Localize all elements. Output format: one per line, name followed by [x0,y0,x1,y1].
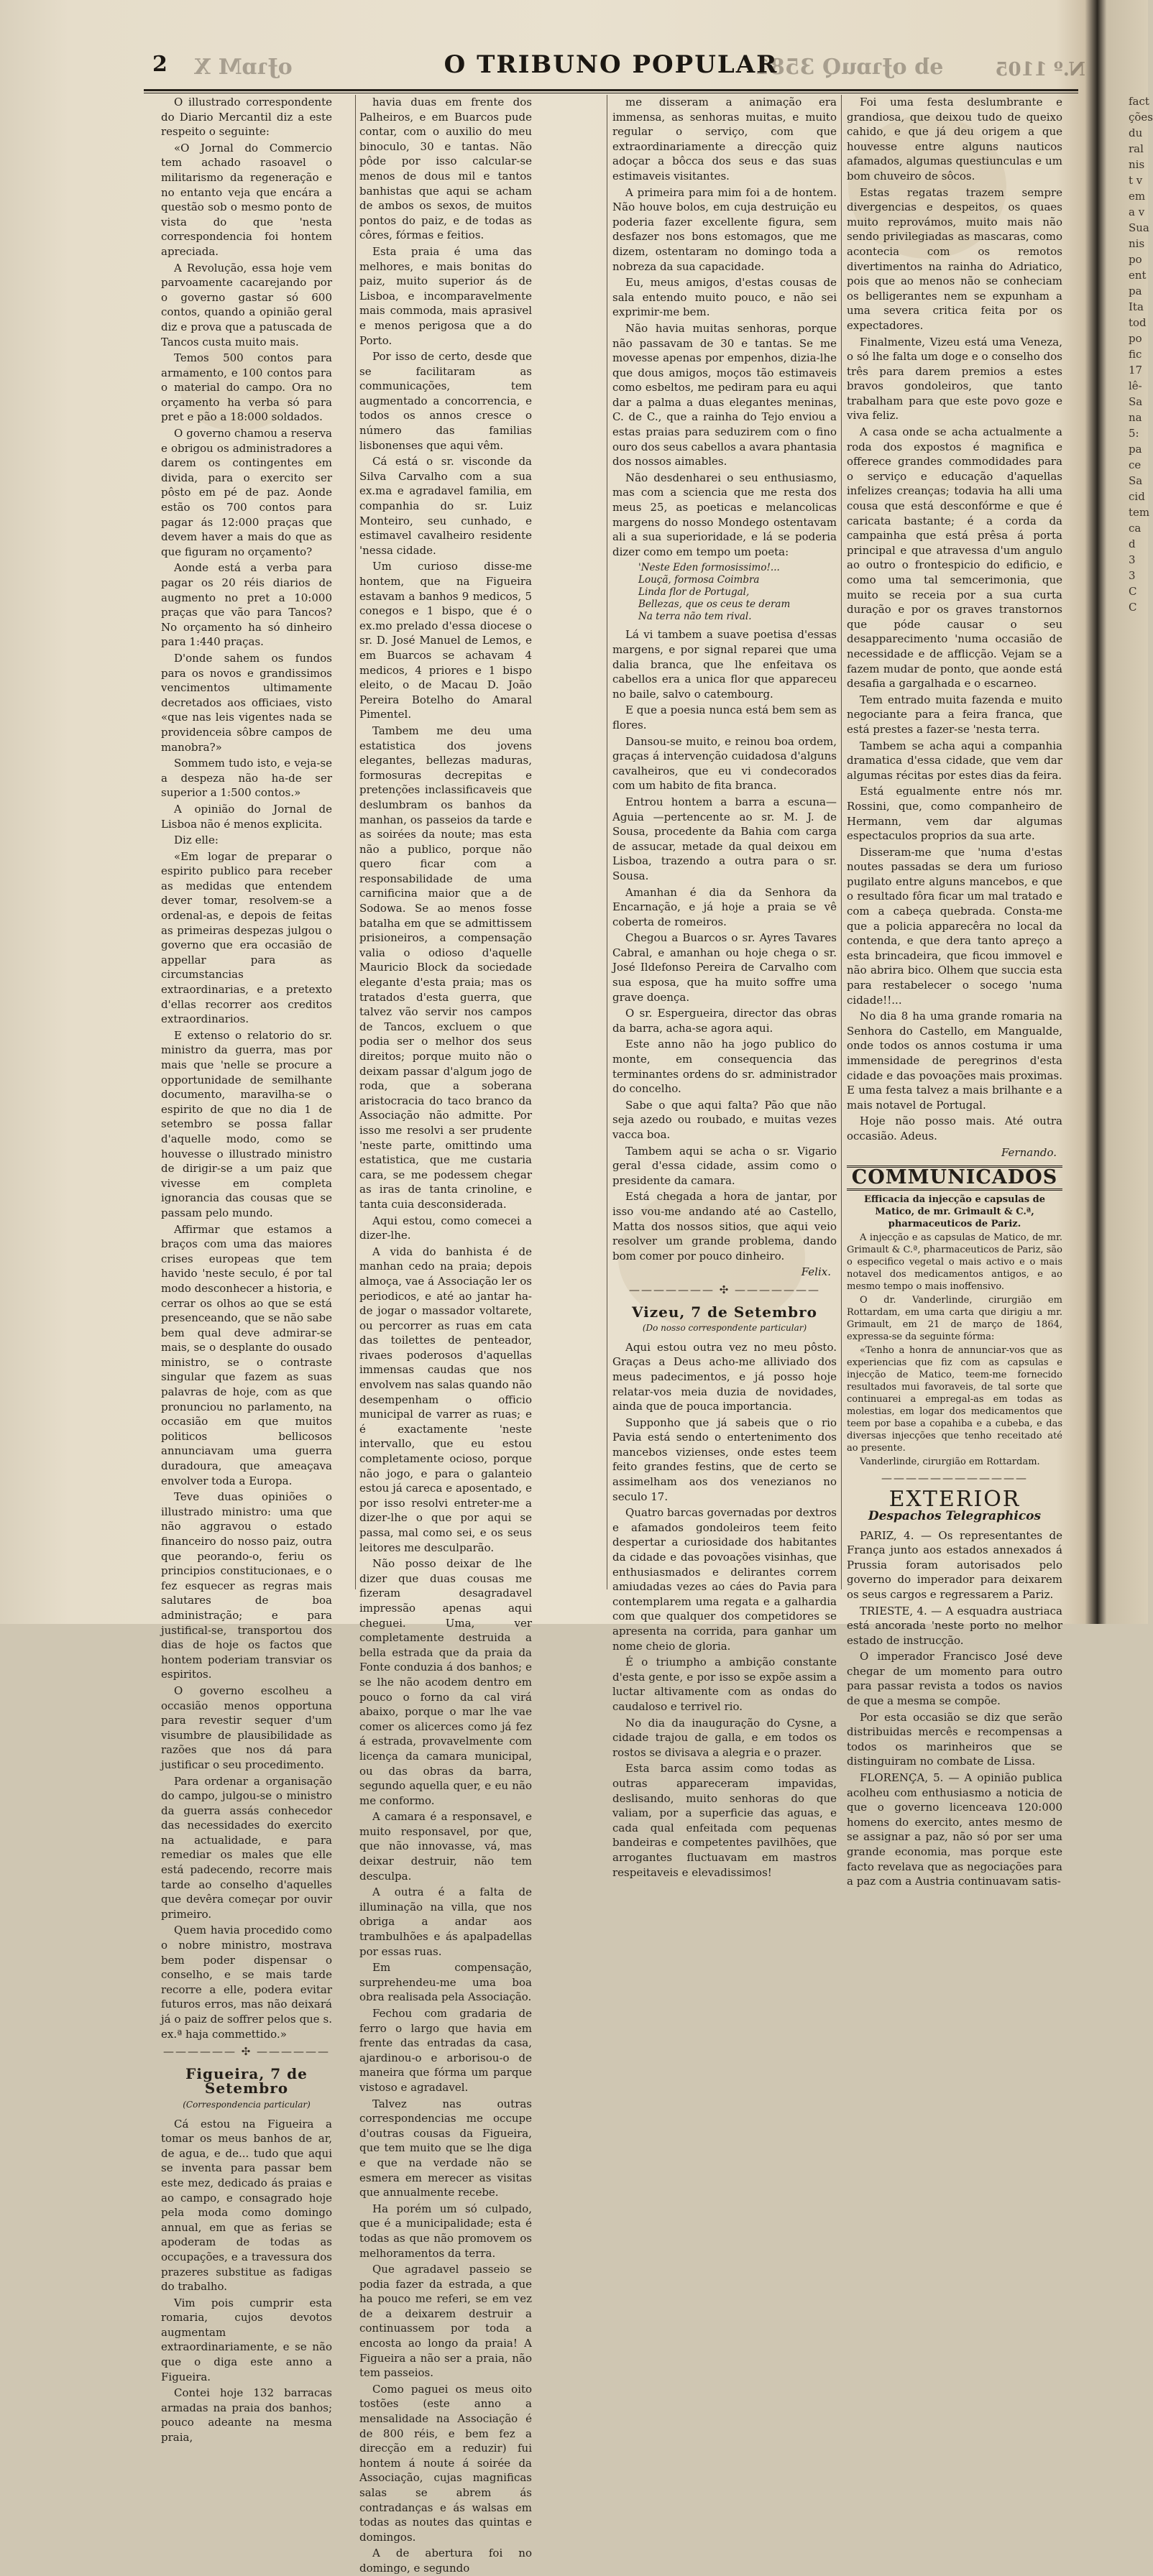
line: tod [1129,316,1147,329]
paragraph: No dia da inauguração do Cysne, a cidade trajou de galla, e em todos os rostos se divisava a alegria e o prazer. [612,1716,837,1759]
section-divider: —————— ✣ —————— [162,2045,331,2059]
paragraph: Por isso de certo, desde que se facilitaram as communicações, tem augmentado a concorrencia, e todos os annos cresce o número das familias lisbonenses que aqui vêm. [359,350,532,452]
poem [638,562,837,623]
paragraph: Eu, meus amigos, d'estas cousas de sala entendo muito pouco, e não sei exprimir-me bem. [612,276,837,319]
line: fic [1129,348,1142,361]
paragraph: Supponho que já sabeis que o rio Pavia está sendo o entertenimento dos mancebos vizienses, onde estes teem feito grandes festins, que de certo se assimelham aos dos venezianos no seculo 17. [612,1416,837,1503]
paragraph: O illustrado correspondente do Diario Mercantil diz a este respeito o seguinte: [161,96,332,139]
line: Sa [1129,474,1143,487]
paragraph: «Em logar de preparar o espirito publico para receber as medidas que entendem dever tomar, resolvem-se a ordenal-as, e depois de feitas as primeiras despezas julgou o governo que era occasião de appellar para as circumstancias extraordinarias, e a pretexto d'ellas recorrer aos creditos extraordinarios. [161,849,332,1026]
column-1 [161,95,332,2445]
vizeu-text [612,1340,837,1880]
paragraph: O governo escolheu a occasião menos opportuna para revestir sequer d'um visumbre de plausibilidade as razões que nos dá para justificar o seu procedimento. [161,1684,332,1771]
exterior-heading: EXTERIOR [888,1487,1021,1513]
paragraph: Vim pois cumprir esta romaria, cujos devotos augmentam extraordinariamente, e se não que o diga este anno a Figueira. [161,2296,332,2383]
paragraph: Tambem me deu uma estatistica dos jovens elegantes, bellezas maduras, formosuras decrepitas e pretenções inclassificaveis que deslumbram os banhos da manhan, os passeios da tarde e as soirées da noute; mas esta não a publico, porque não quero ficar com a responsabilidade de uma carnificina maior que a de Sodowa. Se ao menos fosse batalha em que se admittissem prisioneiros, a compensação valia o odioso d'aquelle Mauricio Block da sociedade elegante d'esta praia; mas os tratados d'esta guerra, que talvez vão servir nos campos de Tancos, excluem o que podia ser o melhor dos seus direitos; porque muito não o deixam passar d'algum jogo de roda, que a soberana aristocracia do taco branco da Associação não admitte. Por isso me resolvi a ser prudente 'neste parte, omittindo uma estatistica, que me custaria cara, se me podessem chegar as iras de tanta crinoline, e tanta cuia desconsiderada. [359,724,532,1211]
paragraph: «O Jornal do Commercio tem achado rasoavel o militarismo da regeneração e no entanto veja que encára a questão sob o mesmo ponto de vista do que 'nesta correspondencia foi hontem apreciada. [161,141,332,258]
line: lê- [1129,379,1142,392]
paragraph: Cá está o sr. visconde da Silva Carvalho com a sua ex.ma e agradavel familia, em companhia do sr. Luiz Monteiro, seu cunhado, e estimavel cavalheiro residente 'nessa cidade. [359,455,532,557]
paragraph: Para ordenar a organisação do campo, julgou-se o ministro da guerra assás conhecedor das necessidades do exercito na actualidade, e para remediar os males que elle está padecendo, recorre mais tarde ao conselho d'aquelles que devêra começar por ouvir primeiro. [161,1774,332,1921]
line: Bellezas, que os ceus te deram [638,599,791,611]
paragraph: havia duas em frente dos Palheiros, e em Buarcos pude contar, com o auxilio do meu binoculo, 30 e tantas. Não pôde por isso calcular-se menos de dous mil e tantos banhistas que aqui se acham de ambos os sexos, de muitos pontos do paiz, e de todas as côres, fórmas e feitios. [359,96,532,242]
figueira-heading: Figueira, 7 de Setembro [185,2064,308,2097]
line: ral [1129,142,1144,155]
paragraph: Estas regatas trazem sempre divergencias e despeitos, os quaes muito reprovámos, muito mais não sendo privilegiadas as mascaras, como acontecia com os remotos divertimentos na rainha do Adriatico, pois que ao menos não se conheciam os belligerantes nem se expunham a uma severa critica feita por os expectadores. [847,185,1062,332]
line: tem [1129,506,1150,519]
line: na [1129,411,1142,424]
paragraph: Talvez nas outras correspondencias me occupe d'outras cousas da Figueira, que tem muito que se lhe diga e que na verdade não se esmera em merecer as visitas que annualmente recebe. [359,2097,532,2199]
paragraph: É o triumpho a ambição constante d'esta gente, e por isso se expõe assim a luctar altivamente com as ondas do caudaloso e terrivel rio. [612,1656,837,1713]
line: pa [1129,285,1142,297]
line: Na terra não tem rival. [638,611,752,623]
paragraph: «Tenho a honra de annunciar-vos que as experiencias que fiz com as capsulas e injecção de Matico, teem-me fornecido resultados mui favoraveis, de tal sorte que continuarei a empregal-as em todas as molestias, em logar dos medicamentos que teem por base a copahiba e a cubeba, e das diversas injecções que tenho receitado até ao presente. [847,1344,1062,1454]
paragraph: A casa onde se acha actualmente a roda dos expostos é magnifica e offerece grandes commodidades para o serviço e educação d'aquellas infelizes creanças; todavia ha alli uma cousa que está desconfórme e que é caricata bastante; é a corda da campainha que está prêsa á porta principal e que atravessa d'um angulo ao outro o frontespicio do edificio, e como uma tal semcerimonia, que muito se receia por a sua curta duração e por os graves transtornos que póde causar o seu desapparecimento 'numa occasião de necessidade e de afflicção. Vejam se a fazem mudar de ponto, que aonde está desafia a gargalhada e o escarneo. [847,425,1062,691]
paragraph: Entrou hontem a barra a escuna—Aguia —pertencente ao sr. M. J. de Sousa, procedente da Bahia com carga de assucar, metade da qual deixou em Lisboa, trazendo a outra para o sr. Sousa. [612,795,837,882]
paragraph: O governo chamou a reserva e obrigou os administradores a darem os contingentes em divida, para o exercito ser pôsto em pé de paz. Aonde estão os 700 contos para pagar ás 12:000 praças que devem haver a mais do que as que figuram no orçamento? [161,427,332,558]
paragraph: Não posso deixar de lhe dizer que duas cousas me fizeram desagradavel impressão apenas aqui cheguei. Uma, ver completamente destruida a bella estrada que da praia da Fonte conduzia á dos banhos; e se lhe não acodem dentro em pouco o forno da cal virá abaixo, porque o mar lhe vae comer os alicerces como já fez á estrada, provavelmente com licença da camara municipal, ou das obras da barra, segundo aquella quer, e eu não me conformo. [359,1557,532,1807]
line: Sua [1129,221,1149,234]
paragraph: Não havia muitas senhoras, porque não passavam de 30 e tantas. Se me movesse apenas por empenhos, dizia-lhe que dous amigos, moços tão estimaveis como esbeltos, me pediram para eu aqui dar a palma a duas elegantes meninas, C. de C., que a rainha do Tejo enviou a estas praias para seduzirem com o fino ouro dos seus cabellos a avara phantasia dos nossos aimables. [612,321,837,468]
efficacia-heading: Efficacia da injecção e capsulas de Matico, de mr. Grimault & C.ª, pharmaceuticos de Pariz. [863,1194,1046,1229]
adjacent-page-edge [1129,93,1153,1602]
col3-text-2 [612,627,837,1263]
line: pa [1129,443,1142,456]
paragraph: me disseram a animação era immensa, as senhoras muitas, e muito regular o serviço, com que extraordinariamente a direcção quiz adoçar a bôcca dos seus e das suas estimaveis visitantes. [612,96,837,183]
paragraph: Está egualmente entre nós mr. Rossini, que, como companheiro de Hermann, vem dar algumas espectaculos proprios da sua arte. [847,785,1062,843]
paragraph: Ha porém um só culpado, que é a municipalidade; esta é todas as que não promovem os melhoramentos da terra. [359,2202,532,2260]
vizeu-subheading: (Do nosso correspondente particular) [642,1323,807,1334]
efficacia-text [847,1232,1062,1468]
paragraph: Aonde está a verba para pagar os 20 réis diarios de augmento no pret a 10:000 praças que vão para Tancos? No orçamento ha só dinheiro para 1:440 praças. [161,561,332,649]
line: t v [1129,174,1143,187]
paragraph: A de abertura foi no domingo, e segundo [359,2547,532,2575]
paragraph: Lá vi tambem a suave poetisa d'essas margens, e por signal reparei que uma dalia branca, que lhe enfeitava os cabellos era a unica flor que appareceu no baile, salvo o catembourg. [612,628,837,701]
paragraph: A opinião do Jornal de Lisboa não é menos explicita. [161,802,332,831]
paragraph: Sommem tudo isto, e veja-se a despeza não ha-de ser superior a 1:500 contos.» [161,757,332,800]
paragraph: Aqui estou outra vez no meu pôsto. Graças a Deus acho-me alliviado dos meus padecimentos, e já posso hoje relatar-vos meia duzia de novidades, ainda que de pouca importancia. [612,1340,837,1413]
line: 3 [1129,553,1136,566]
paragraph: A primeira para mim foi a de hontem. Não houve bolos, em cuja destruição eu poderia fazer excellente figura, sem desfazer nos bons estomagos, que me dizem, ostentaram no domingo toda a nobreza da sua capacidade. [612,185,837,273]
despachos-heading: Despachos Telegraphicos [868,1508,1042,1523]
paragraph: Esta barca assim como todas as outras appareceram impavidas, deslisando, muito senhoras do que valiam, por a superficie das aguas, e cada qual enfeitada com pequenas bandeiras e competentes pavilhões, que arrogantes fluctuavam em mastros respeitaveis e elevadissimos! [612,1762,837,1879]
column-2 [359,95,532,2575]
line: du [1129,126,1143,139]
paragraph: E que a poesia nunca está bem sem as flores. [612,703,837,731]
line: 'Neste Eden formosissimo!... [638,562,780,574]
paragraph: Amanhan é dia da Senhora da Encarnação, e já hoje a praia se vê coberta de romeiros. [612,885,837,928]
col3-text [612,95,837,559]
paragraph: Este anno não ha jogo publico do monte, em consequencia das terminantes ordens do sr. administrador do concelho. [612,1038,837,1096]
line: po [1129,332,1142,345]
vizeu-heading: Vizeu, 7 de Setembro [631,1303,818,1321]
efficacia-block [847,1194,1062,1468]
line: 3 [1129,569,1136,582]
paragraph: E extenso o relatorio do sr. ministro da guerra, mas por mais que 'nelle se procure a opportunidade de semilhante documento, maravilha-se o espirito de que no dia 1 de setembro se possa fallar d'aquelle modo, como se houvesse o illustrado ministro de dirigir-se a um paiz que vivesse em completa ignorancia das cousas que se passam pelo mundo. [161,1028,332,1219]
paragraph: O imperador Francisco José deve chegar de um momento para outro para passar revista a todos os navios de que a mesma se compõe. [847,1650,1062,1708]
paragraph: FLORENÇA, 5. — A opinião publica acolheu com enthusiasmo a noticia de que o governo licenceava 120:000 homens do exercito, antes mesmo de se assignar a paz, não só por ser uma grande economia, mas porque este facto revelava que as negociações para a paz com a Austria continuavam satis- [847,1771,1062,1888]
line: cid [1129,490,1145,503]
signature: Fernando. [1001,1145,1057,1159]
line: po [1129,253,1142,266]
paragraph: Hoje não posso mais. Até outra occasião. Adeus. [847,1114,1062,1142]
line: Louçã, formosa Coimbra [638,574,760,586]
line: d [1129,537,1136,550]
line: C [1129,601,1137,614]
paragraph: Fechou com gradaria de ferro o largo que havia em frente das entradas da casa, ajardinou-o e arborisou-o de maneira que fórma um parque vistoso e agradavel. [359,2007,532,2094]
paragraph: Temos 500 contos para armamento, e 100 contos para o material do campo. Ora no orçamento ha verba só para pret e pão a 18:000 soldados. [161,351,332,424]
paragraph: Um curioso disse-me hontem, que na Figueira estavam a banhos 9 medicos, 5 conegos e 1 bispo, que é o ex.mo prelado d'essa diocese o sr. D. José Manuel de Lemos, e em Buarcos se achavam 4 medicos, 4 priores e 1 bispo eleito, o de Macau D. João Pereira Botelho do Amaral Pimentel. [359,560,532,721]
paragraph: PARIZ, 4. — Os representantes de França junto aos estados annexados á Prussia foram autorisados pelo governo do imperador para deixarem os seus cargos e regressarem a Pariz. [847,1528,1062,1601]
paragraph: Tambem aqui se acha o sr. Vigario geral d'essa cidade, assim como o presidente da camara. [612,1144,837,1187]
paragraph: Finalmente, Vizeu está uma Veneza, o só lhe falta um doge e o conselho dos três para darem premios a estes bravos gondoleiros, que tanto trabalham para que este povo goze e viva feliz. [847,335,1062,423]
line: nis [1129,158,1145,171]
paragraph: Sabe o que aqui falta? Pão que não seja azedo ou roubado, e muitas vezes vacca boa. [612,1098,837,1141]
paragraph: Está chegada a hora de jantar, por isso vou-me andando até ao Castello, Matta dos nossos sitios, que aqui veio resolver um grande problema, dando bom comer por pouco dinheiro. [612,1190,837,1262]
signature: Felix. [801,1265,831,1279]
figueira-text [161,2117,332,2445]
line: C [1129,585,1137,598]
col4-text [847,95,1062,1144]
section-divider: ——————— ✣ ——————— [628,1283,821,1296]
line: ce [1129,458,1141,471]
paragraph: Teve duas opiniões o illustrado ministro: uma que não aggravou o estado financeiro do nosso paiz, outra que peorando-o, feriu os principios constitucionaes, e o fez esquecer as regras mais salutares de boa administração; e para justifical-se, transportou dos dias de hoje os factos que hontem poderiam transviar os espiritos. [161,1490,332,1681]
page-number: 2 [152,52,167,77]
paragraph: Diz elle: [174,834,219,847]
paragraph: Dansou-se muito, e reinou boa ordem, graças á intervenção cuidadosa d'alguns cavalheiros, que eu vi condecorados com um habito de fita branca. [612,734,837,793]
paragraph: A vida do banhista é de manhan cedo na praia; depois almoça, vae á Associação ler os periodicos, e até ao jantar ha-de jogar o massador voltarete, ou percorrer as ruas em cata das toilettes de penteador, rivaes poderosos d'aquellas immensas caudas que nos envolvem nas salas quando não desempenham o officio municipal de varrer as ruas; e é exactamente 'neste intervallo, que eu estou completamente ocioso, porque não jogo, e para o galanteio estou já careca e aposentado, e por isso resolvi entreter-me a dizer-lhe o que por aqui se passa, mal como sei, e os seus leitores me desculparão. [359,1245,532,1554]
paragraph: Tambem se acha aqui a companhia dramatica d'essa cidade, que vem dar algumas récitas por estes dias da feira. [847,739,1062,782]
paragraph: Cá estou na Figueira a tomar os meus banhos de ar, de agua, e de... tudo que aqui se inventa para passar bem este mez, dedicado ás praias e ao campo, e consagrado hoje pela moda como domingo annual, em que as ferias se apoderam de todas as occupações, e a travessura dos prazeres substitue as fadigas do trabalho. [161,2117,332,2294]
paragraph: Chegou a Buarcos o sr. Ayres Tavares Cabral, e amanhan ou hoje chega o sr. José Ildefonso Pereira de Carvalho com sua esposa, que ha muito soffre uma grave doença. [612,931,837,1004]
paragraph: Esta praia é uma das melhores, e mais bonitas do paiz, muito superior ás de Lisboa, e incomparavelmente mais commoda, mais aprasivel e menos perigosa que a do Porto. [359,244,532,347]
line: ções [1129,111,1153,124]
header-rule [144,89,1078,91]
paragraph: Disseram-me que 'numa d'estas noutes passadas se dera um furioso pugilato entre alguns mancebos, e que o resultado fôra ficar um mal tratado e com a cabeça quebrada. Consta-me que a policia apparecêra no local da contenda, e que dera tanto apreço a esta brincadeira, que ficou immovel e não abrira bico. Olhem que succia esta para restabelecer o socego 'numa cidade!!... [847,845,1062,1007]
column-rule [355,95,356,1589]
column-4 [847,95,1062,1888]
line: ent [1129,269,1147,282]
paragraph: Quem havia procedido como o nobre ministro, mostrava bem poder dispensar o conselho, e se mais tarde recorre a elle, podera evitar futuros erros, mas não deixará já o paiz de soffrer pelos que s. ex.ª haja commettido.» [161,1924,332,2041]
paragraph: Affirmar que estamos a braços com uma das maiores crises europeas que tem havido 'neste seculo, é por tal modo desconhecer a historia, e cerrar os olhos ao que se está presenceando, que se não sabe bem qual deve admirar-se mais, se o desplante do ousado ministro, se o contraste singular que fazem as suas palavras de hoje, com as que pronunciou no parlamento, na occasião em que muitos politicos bellicosos annunciavam uma guerra duradoura, que ameaçava envolver toda a Europa. [161,1222,332,1487]
line: Sa [1129,395,1143,408]
despachos-text [847,1528,1062,1889]
paragraph: Vanderlinde, cirurgião em Rottardam. [860,1456,1040,1467]
column-3 [612,95,837,1879]
paragraph: O dr. Vanderlinde, cirurgião em Rottardam, em uma carta que dirigiu a mr. Grimault, em 21 de março de 1864, expressa-se da seguinte fórma: [847,1294,1062,1342]
paragraph: A injecção e as capsulas de Matico, de mr. Grimault & C.ª, pharmaceuticos de Pariz, são o especifico vegetal o mais activo e o mais notavel dos medicamentos antigos, e ao mesmo tempo o mais inoffensivo. [847,1232,1062,1292]
paragraph: D'onde sahem os fundos para os novos e grandissimos vencimentos ultimamente decretados aos officiaes, visto «que nas leis vigentes nada se providenceia sôbre campos de manobra?» [161,651,332,754]
paragraph: Foi uma festa deslumbrante e grandiosa, que deixou tudo de queixo cahido, e que já deu origem a que houvesse entre alguns nauticos afamados, algumas questiunculas e um bom chuveiro de sôcos. [847,96,1062,183]
paragraph: Tem entrado muita fazenda e muito negociante para a feira franca, que está prestes a fazer-se 'nesta terra. [847,693,1062,736]
paragraph: No dia 8 ha uma grande romaria na Senhora do Castello, em Mangualde, onde todos os annos costuma ir uma immensidade de peregrinos d'esta cidade e das povoações mais proximas. E uma festa talvez a mais brilhante e a mais notavel de Portugal. [847,1010,1062,1112]
paragraph: Por esta occasião se diz que serão distribuidas mercês e recompensas a todos os marinheiros que se distinguiram no combate de Lissa. [847,1710,1062,1768]
line: 5: [1129,427,1139,440]
line: Linda flor de Portugal, [638,586,750,599]
bleed-through-text: oɈɿɒM X [194,55,293,80]
paragraph: Aqui estou, como comecei a dizer-lhe. [359,1214,532,1242]
column-rule [841,95,842,1589]
bleed-through-issue-number: N.º 1105 [995,59,1085,80]
paragraph: A Revolução, essa hoje vem parvoamente cacarejando por o governo gastar só 600 contos, quando a opinião geral diz e prova que a patuscada de Tancos custa muito mais. [161,261,332,348]
line: fact [1129,95,1149,108]
col2-text [359,95,532,2576]
paragraph: Como paguei os meus oito tostões (este anno a mensalidade na Associação é de 800 réis, e bem fez a direcção em a reduzir) fui hontem á noute á soirée da Associação, cujas magnificas salas se abrem ás contradanças e ás walsas em todas as noutes das quintas e domingos. [359,2382,532,2544]
paragraph: Não desdenharei o seu enthusiasmo, mas com a sciencia que me resta dos meus 25, as poeticas e melancolicas margens do nosso Mondego ostentavam ali a sua superioridade, e lá se poderia dizer como em tempo um poeta: [612,471,837,558]
paragraph: Contei hoje 132 barracas armadas na praia dos banhos; pouco adeante na mesma praia, [161,2386,332,2445]
section-divider: ———————————— [881,1471,1028,1485]
line: ca [1129,522,1141,535]
col1-text [161,95,332,2041]
figueira-subheading: (Correspondencia particular) [183,2099,311,2110]
line: nis [1129,237,1145,250]
paragraph: Quatro barcas governadas por dextros e afamados gondoleiros teem feito despertar a curiosidade dos habitantes da cidade e das povoações visinhas, que enthusiasmados e delirantes correm amiudadas vezes ao cáes do Pavia para contemplarem uma regata e a galhardia com que qualquer dos competidores se apresenta na corrida, para ganhar um nome cheio de gloria. [612,1506,837,1653]
paragraph: Em compensação, surprehendeu-me uma boa obra realisada pela Associação. [359,1961,532,2004]
paragraph: A outra é a falta de illuminação na villa, que nos obriga a andar aos trambulhões e ás apalpadellas por essas ruas. [359,1885,532,1958]
bleed-through-text: ɘb oɈɿɒuQ 3581 [755,55,944,80]
masthead [144,50,1078,88]
line: Ita [1129,300,1144,313]
paragraph: Que agradavel passeio se podia fazer da estrada, a que ha pouco me referi, se em vez de a deixarem destruir a continuassem por toda a encosta ao longo da praia! A Figueira a não ser a praia, não tem passeios. [359,2263,532,2380]
line: em [1129,190,1146,203]
paragraph: TRIESTE, 4. — A esquadra austriaca está ancorada 'neste porto no melhor estado de instrucção. [847,1604,1062,1647]
line: a v [1129,206,1145,218]
paragraph: A camara é a responsavel, e muito responsavel, por que, que não innovasse, vá, mas deixar destruir, não tem desculpa. [359,1810,532,1883]
line: 17 [1129,364,1143,377]
newspaper-title: O TRIBUNO POPULAR [444,50,778,79]
paragraph: O sr. Espergueira, director das obras da barra, acha-se agora aqui. [612,1007,837,1035]
communicados-heading: COMMUNICADOS [847,1165,1062,1191]
